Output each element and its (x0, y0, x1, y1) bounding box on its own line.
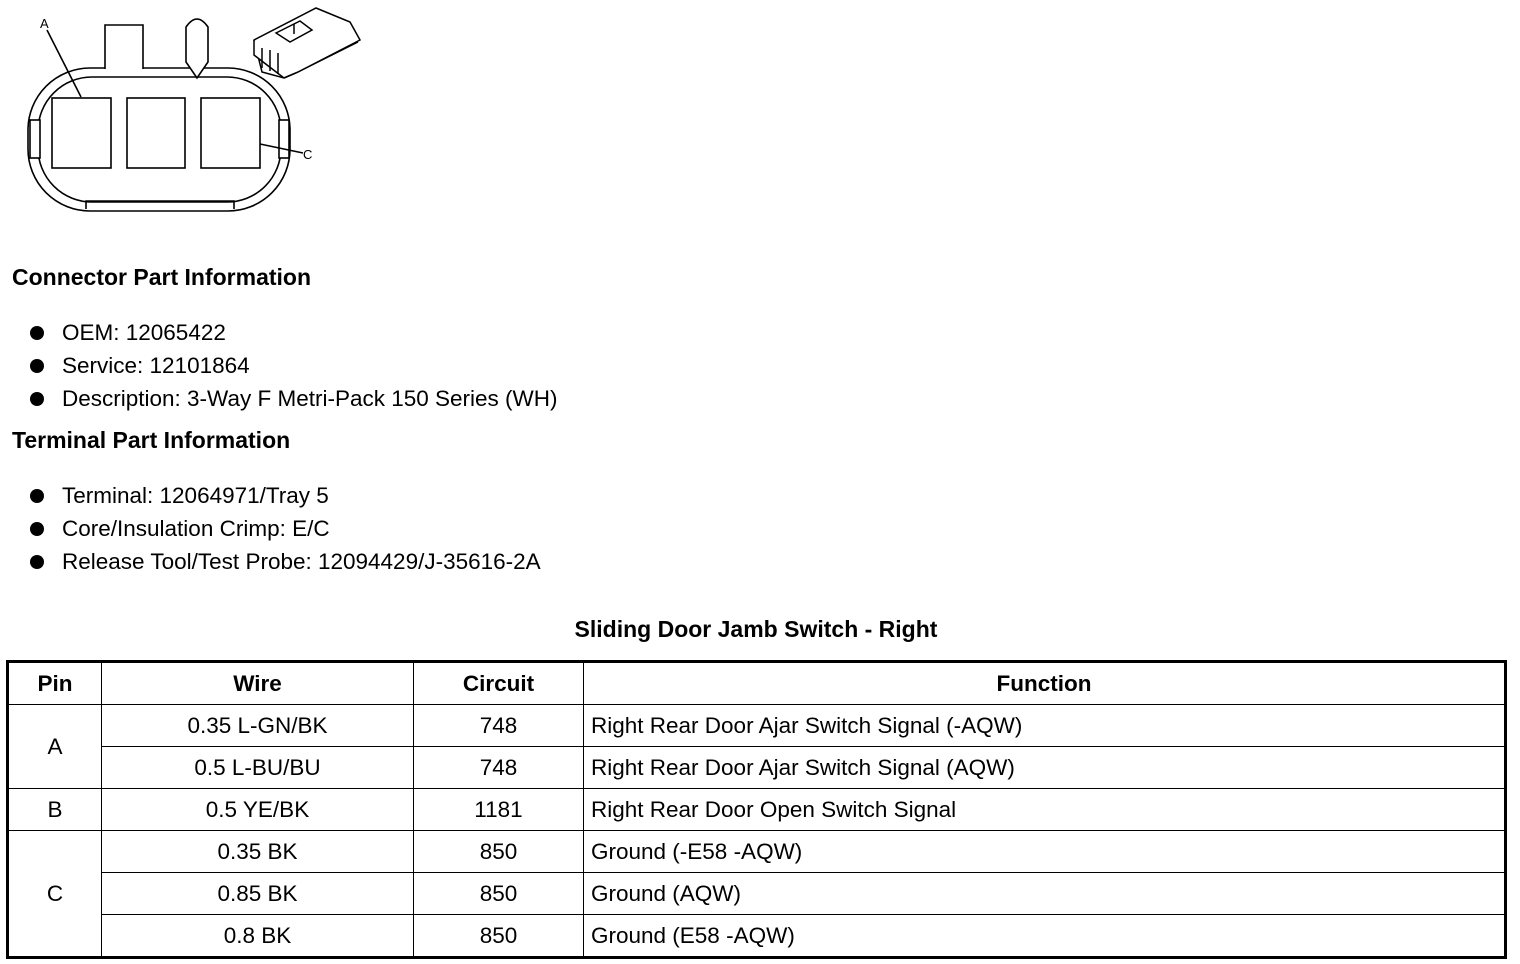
table-row (8, 873, 1506, 915)
wire-cell: 0.35 L-GN/BK (102, 705, 414, 747)
connector-description: Description: 3-Way F Metri-Pack 150 Series (WH) (62, 386, 558, 411)
circuit-cell: 1181 (414, 789, 584, 831)
table-title: Sliding Door Jamb Switch - Right (574, 616, 938, 642)
table-header-row (8, 662, 1506, 705)
table-row (8, 747, 1506, 789)
pin-cell: A (8, 705, 102, 789)
function-cell: Right Rear Door Ajar Switch Signal (AQW) (584, 747, 1506, 789)
function-cell: Right Rear Door Open Switch Signal (584, 789, 1506, 831)
table-row (8, 789, 1506, 831)
cavity-c (201, 98, 260, 168)
connector-face-diagram (0, 0, 380, 225)
circuit-cell: 850 (414, 873, 584, 915)
diagram-label-c: C (303, 147, 313, 162)
function-cell: Right Rear Door Ajar Switch Signal (-AQW) (584, 705, 1506, 747)
terminal-release-tool: Release Tool/Test Probe: 12094429/J-35616-2A (62, 549, 541, 574)
pinout-table (6, 660, 1507, 959)
header-pin: Pin (8, 662, 102, 705)
bullet-icon (30, 392, 44, 406)
terminal-crimp: Core/Insulation Crimp: E/C (62, 516, 330, 541)
connector-housing-outer (28, 68, 290, 211)
table-row (8, 915, 1506, 958)
circuit-cell: 850 (414, 915, 584, 958)
list-item (28, 545, 541, 578)
cavity-b (127, 98, 185, 168)
function-cell: Ground (-E58 -AQW) (584, 831, 1506, 873)
bullet-icon (30, 555, 44, 569)
bullet-icon (30, 522, 44, 536)
connector-service: Service: 12101864 (62, 353, 250, 378)
circuit-cell: 748 (414, 747, 584, 789)
list-item (28, 316, 558, 349)
connector-oem: OEM: 12065422 (62, 320, 226, 345)
list-item (28, 349, 558, 382)
wire-cell: 0.35 BK (102, 831, 414, 873)
table-row (8, 705, 1506, 747)
list-item (28, 479, 541, 512)
connector-lock-tab (105, 25, 143, 69)
connector-info-list (28, 316, 558, 415)
function-cell: Ground (AQW) (584, 873, 1506, 915)
wire-cell: 0.5 YE/BK (102, 789, 414, 831)
terminal-number: Terminal: 12064971/Tray 5 (62, 483, 329, 508)
connector-housing-inner (38, 77, 281, 202)
pin-cell: C (8, 831, 102, 958)
circuit-cell: 850 (414, 831, 584, 873)
header-function: Function (584, 662, 1506, 705)
cavity-a (52, 98, 111, 168)
connector-info-heading: Connector Part Information (12, 264, 312, 290)
list-item (28, 512, 541, 545)
bullet-icon (30, 489, 44, 503)
header-circuit: Circuit (414, 662, 584, 705)
wire-cell: 0.5 L-BU/BU (102, 747, 414, 789)
function-cell: Ground (E58 -AQW) (584, 915, 1506, 958)
connector-iso-icon (254, 8, 360, 78)
header-wire: Wire (102, 662, 414, 705)
diagram-label-a: A (40, 16, 49, 31)
terminal-info-heading: Terminal Part Information (12, 427, 291, 453)
list-item (28, 382, 558, 415)
wire-cell: 0.85 BK (102, 873, 414, 915)
bullet-icon (30, 326, 44, 340)
wire-cell: 0.8 BK (102, 915, 414, 958)
table-row (8, 831, 1506, 873)
terminal-info-list (28, 479, 541, 578)
connector-latch-tab (186, 19, 208, 78)
bullet-icon (30, 359, 44, 373)
pin-cell: B (8, 789, 102, 831)
circuit-cell: 748 (414, 705, 584, 747)
